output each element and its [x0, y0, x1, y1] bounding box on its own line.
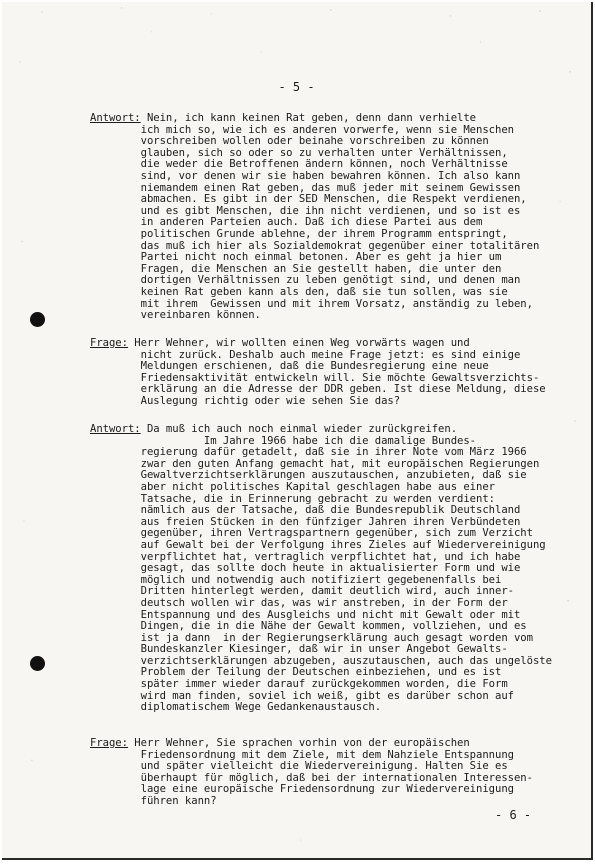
- text-line: möglich und notwendig auch notifiziert gegebenenfalls bei: [90, 573, 502, 586]
- text-line: Gewaltverzichtserklärungen auszutauschen, anzubieten, daß sie: [90, 469, 527, 482]
- text-line: Dingen, die in die Nähe der Gewalt kommen, vollziehen, und es: [90, 620, 527, 633]
- block-text: Da muß ich auch noch einmal wieder zurückgreifen.: [140, 423, 458, 435]
- text-line: zwar den guten Anfang gemacht hat, mit europäischen Regierungen: [90, 457, 540, 470]
- block-first-line: [90, 338, 570, 350]
- text-line: Auslegung richtig oder wie sehen Sie das?: [90, 394, 401, 407]
- text-line: verzichtserklärungen abzugeben, auszutauschen, auch das ungelöste: [90, 654, 552, 667]
- text-line: die weder die Betroffenen ändern können, noch Verhältnisse: [90, 158, 508, 171]
- text-line: nicht zurück. Deshalb auch meine Frage jetzt: es sind einige: [90, 348, 521, 361]
- speaker-label: Antwort:: [90, 423, 141, 435]
- text-line: niemandem einen Rat geben, das muß jeder mit seinem Gewissen: [90, 181, 521, 194]
- text-line: abmachen. Es gibt in der SED Menschen, die Respekt verdienen,: [90, 193, 527, 206]
- block-text: Nein, ich kann keinen Rat geben, denn dann verhielte: [140, 112, 477, 124]
- text-line: vereinbaren können.: [90, 309, 261, 322]
- text-line: Tatsache, die in Erinnerung gebracht zu werden verdient:: [90, 492, 495, 505]
- text-line: lage eine europäische Friedensordnung zur Wiedervereinigung: [90, 783, 514, 796]
- text-line: Meldungen erschienen, daß die Bundesregierung eine neue: [90, 360, 489, 373]
- next-page-marker: - 6 -: [495, 808, 532, 822]
- block-text: Herr Wehner, Sie sprachen vorhin von der europäischen: [127, 737, 470, 749]
- question-block-1: [90, 338, 570, 408]
- text-line: vorschreiben wollen oder beinahe vorschreiben zu können: [90, 135, 489, 148]
- text-line: auf Gewalt bei der Verfolgung ihres Zieles auf Wiedervereinigung: [90, 538, 546, 551]
- text-line: später immer wieder darauf zurückgekommen worden, die Form: [90, 678, 508, 691]
- text-line: Problem der Teilung der Deutschen einbeziehen, und es ist: [90, 666, 502, 679]
- text-line: verpflichtet hat, vertraglich verpflichtet hat, und ich habe: [90, 550, 521, 563]
- text-line: diplomatischem Wege Gedankenaustausch.: [90, 701, 382, 714]
- text-line: ich mich so, wie ich es anderen vorwerfe, wenn sie Menschen: [90, 123, 514, 136]
- block-first-line: [90, 424, 570, 436]
- text-line: überhaupt für möglich, daß bei der internationalen Interessen-: [90, 771, 533, 784]
- block-text: Herr Wehner, wir wollten einen Weg vorwärts wagen und: [127, 337, 470, 349]
- text-line: Fragen, die Menschen an Sie gestellt haben, die unter den: [90, 262, 502, 275]
- speaker-label: Frage:: [90, 337, 128, 349]
- text-line: aber nicht politisches Kapital geschlagen habe aus einer: [90, 480, 495, 493]
- text-line: mit ihrem Gewissen und mit ihrem Vorsatz, anständig zu leben,: [90, 297, 533, 310]
- text-line: und später vielleicht die Wiedervereinigung. Halten Sie es: [90, 760, 508, 773]
- text-line: keinen Rat geben kann als den, daß sie tun sollen, was sie: [90, 285, 508, 298]
- text-line: Partei nicht noch einmal betonen. Aber es geht ja hier um: [90, 251, 502, 264]
- text-line: dortigen Verhältnissen zu leben genötigt sind, und denen man: [90, 274, 521, 287]
- text-line: Bundeskanzler Kiesinger, daß wir in unser Angebot Gewalts-: [90, 643, 508, 656]
- text-line: führen kann?: [90, 794, 217, 807]
- answer-block-2: [90, 424, 570, 714]
- text-line: Entspannung und des Ausgleichs und nicht mit Gewalt oder mit: [90, 608, 521, 621]
- punch-hole-top: [30, 312, 45, 327]
- speaker-label: Antwort:: [90, 112, 141, 124]
- document-page: [2, 2, 593, 860]
- block-first-line: [90, 738, 570, 750]
- text-line: aus freien Stücken in den fünfziger Jahren ihren Verbündeten: [90, 515, 521, 528]
- text-line: politischen Grunde ablehne, der ihrem Programm entspringt,: [90, 227, 508, 240]
- text-line: Friedensordnung mit dem Ziele, mit dem Nahziele Entspannung: [90, 748, 514, 761]
- punch-hole-bottom: [30, 656, 45, 671]
- text-line: Friedensaktivität entwickeln will. Sie möchte Gewaltsverzichts-: [90, 371, 540, 384]
- text-line: gegenüber, ihren Vertragspartnern gegenüber, sich zum Verzicht: [90, 527, 533, 540]
- text-line: und es gibt Menschen, die ihn nicht verdienen, und so ist es: [90, 204, 521, 217]
- text-line: gesagt, das sollte doch heute in aktualisierter Form und wie: [90, 562, 521, 575]
- text-line: sind, vor denen wir sie haben bewahren können. Ich also kann: [90, 169, 521, 182]
- text-line: regierung dafür getadelt, daß sie in ihrer Note vom März 1966: [90, 446, 527, 459]
- answer-block-1: [90, 113, 570, 322]
- text-line: in anderen Parteien auch. Daß ich diese Partei aus dem: [90, 216, 483, 229]
- text-line: Im Jahre 1966 habe ich die damalige Bundes-: [90, 434, 477, 447]
- page-number: - 5 -: [278, 80, 315, 94]
- question-block-2: [90, 738, 570, 808]
- text-line: deutsch wollen wir das, was wir anstreben, in der Form der: [90, 596, 508, 609]
- text-line: erklärung an die Adresse der DDR geben. Ist diese Meldung, diese: [90, 383, 546, 396]
- text-line: Dritten hinterlegt werden, damit deutlich wird, auch inner-: [90, 585, 514, 598]
- speaker-label: Frage:: [90, 737, 128, 749]
- text-line: wird man finden, soviel ich weiß, gibt es darüber schon auf: [90, 689, 514, 702]
- block-first-line: [90, 113, 570, 125]
- text-line: ist ja dann in der Regierungserklärung auch gesagt worden vom: [90, 631, 533, 644]
- text-line: nämlich aus der Tatsache, daß die Bundesrepublik Deutschland: [90, 504, 521, 517]
- text-line: glauben, sich so oder so zu verhalten unter Verhältnissen,: [90, 146, 508, 159]
- text-line: das muß ich hier als Sozialdemokrat gegenüber einer totalitären: [90, 239, 540, 252]
